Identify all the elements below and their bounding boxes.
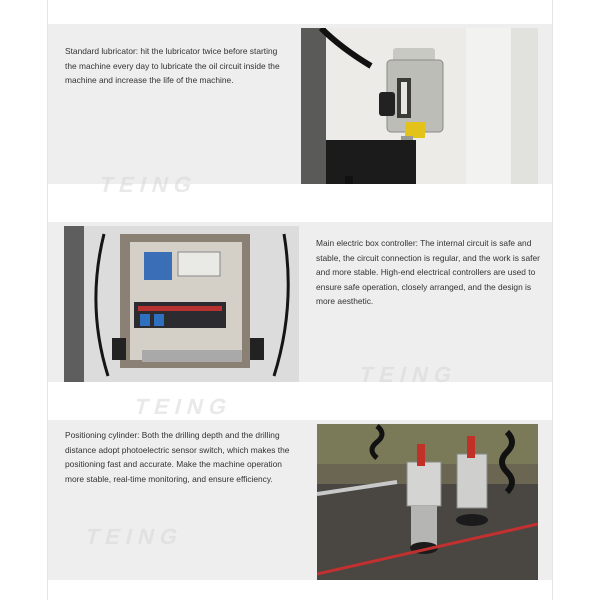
section-positioning-cylinder <box>48 420 552 580</box>
watermark: TEING <box>132 394 236 419</box>
electric-box-description: Main electric box controller: The internal circuit is safe and stable, the circuit connection is regular, and the work is safer and more stable. High-end electrical controllers are used to ensure safe operation, closely arranged, and the design is more aesthetic. <box>316 238 540 307</box>
watermark: TEING <box>83 524 187 549</box>
section-electric-box <box>48 222 552 387</box>
lubricator-photo <box>301 28 538 184</box>
lubricator-description: Standard lubricator: hit the lubricator twice before starting the machine every day to lubricate the oil circuit inside the machine and increase the life of the machine. <box>65 46 280 86</box>
watermark: TEING <box>357 362 461 387</box>
cylinder-photo <box>317 424 538 580</box>
section-lubricator <box>48 24 552 197</box>
watermark: TEING <box>97 172 201 197</box>
electric-box-photo <box>64 226 299 382</box>
cylinder-description: Positioning cylinder: Both the drilling depth and the drilling distance adopt photoelectric sensor switch, which makes the positioning fast and accurate. Make the machine operation more stable, real-time monitoring, and ensure efficiency. <box>65 430 290 484</box>
